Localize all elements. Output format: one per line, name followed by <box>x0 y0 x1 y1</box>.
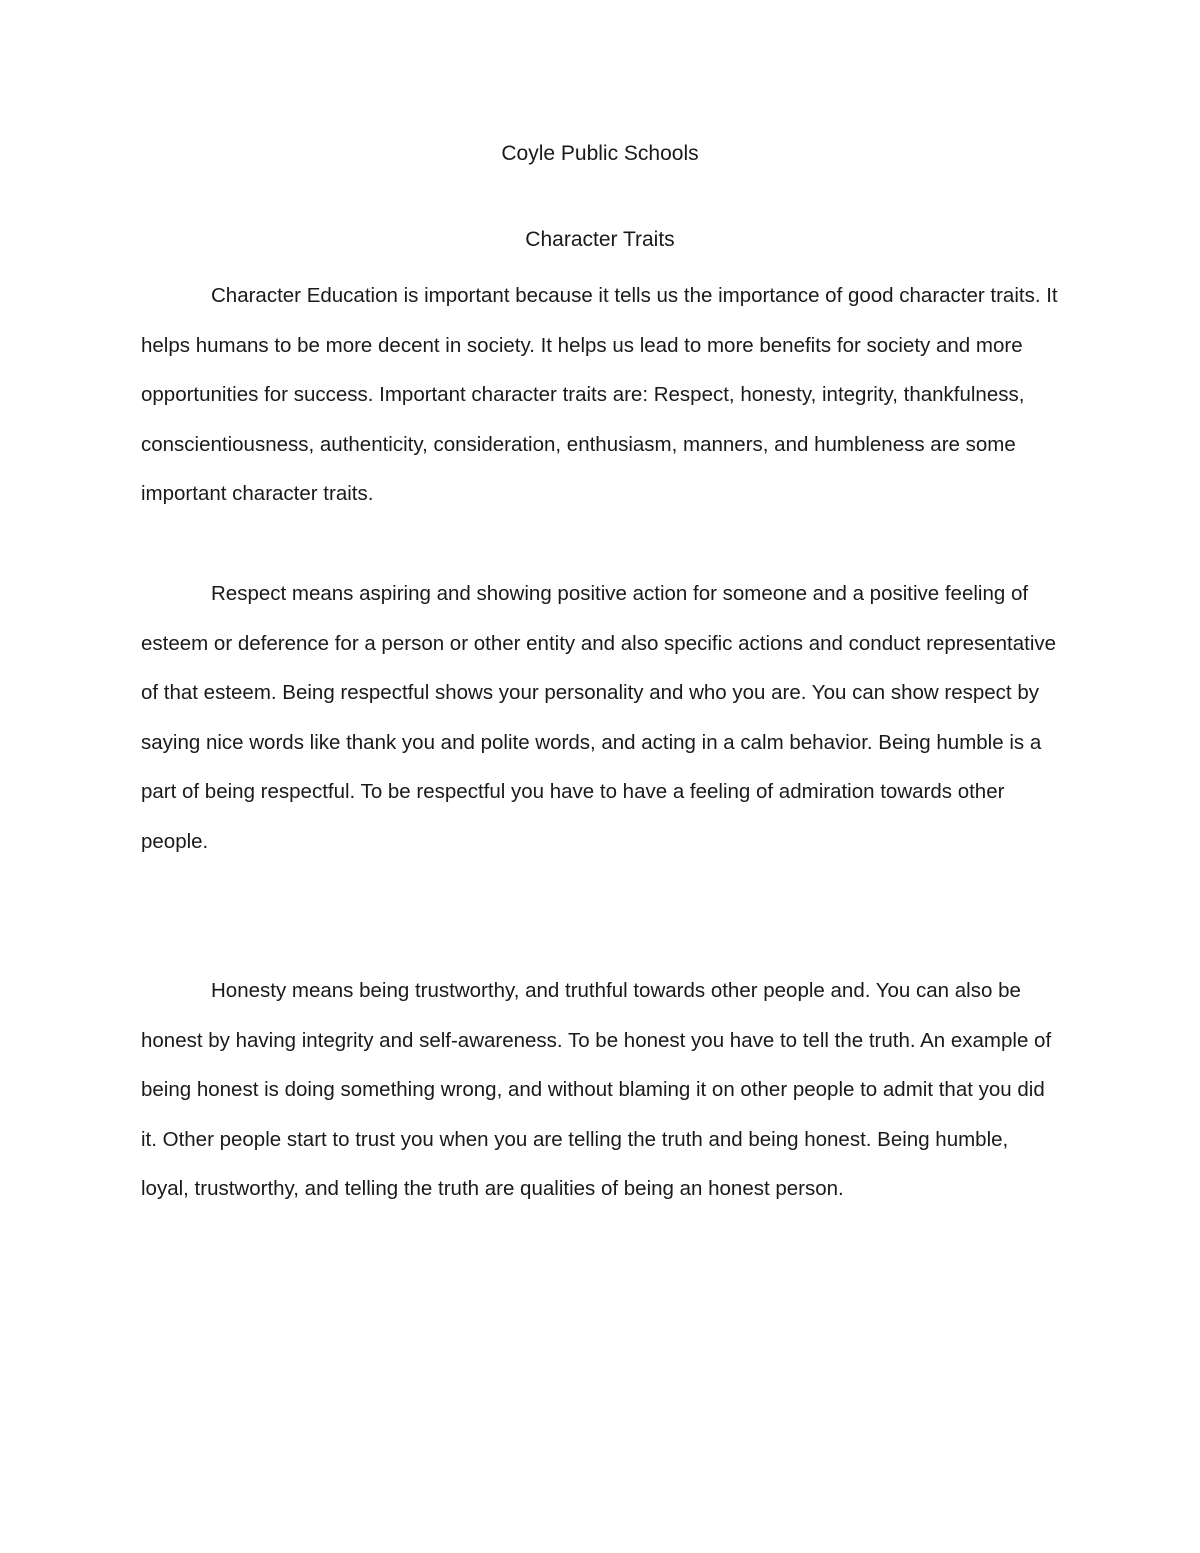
paragraph-respect: Respect means aspiring and showing positive action for someone and a positive feeling of esteem or deference for a person or other entity and also specific actions and conduct representative of that esteem. Being respectful shows your personality and who you are. You can show respect by saying nice words like thank you and polite words, and acting in a calm behavior. Being humble is a part of being respectful. To be respectful you have to have a feeling of admiration towards other people. <box>141 582 1057 853</box>
document-title: Character Traits <box>525 228 675 251</box>
school-name: Coyle Public Schools <box>501 142 699 165</box>
paragraph-introduction: Character Education is important because it tells us the importance of good character traits. It helps humans to be more decent in society. It helps us lead to more benefits for society and more opportunities for success. Important character traits are: Respect, honesty, integrity, thankfulness, conscientiousness, authenticity, consideration, enthusiasm, manners, and humbleness are some important character traits. <box>141 284 1058 506</box>
paragraph-honesty: Honesty means being trustworthy, and truthful towards other people and. You can also be honest by having integrity and self-awareness. To be honest you have to tell the truth. An example of being honest is doing something wrong, and without blaming it on other people to admit that you did it. Other people start to trust you when you are telling the truth and being honest. Being humble, loyal, trustworthy, and telling the truth are qualities of being an honest person. <box>141 979 1052 1201</box>
